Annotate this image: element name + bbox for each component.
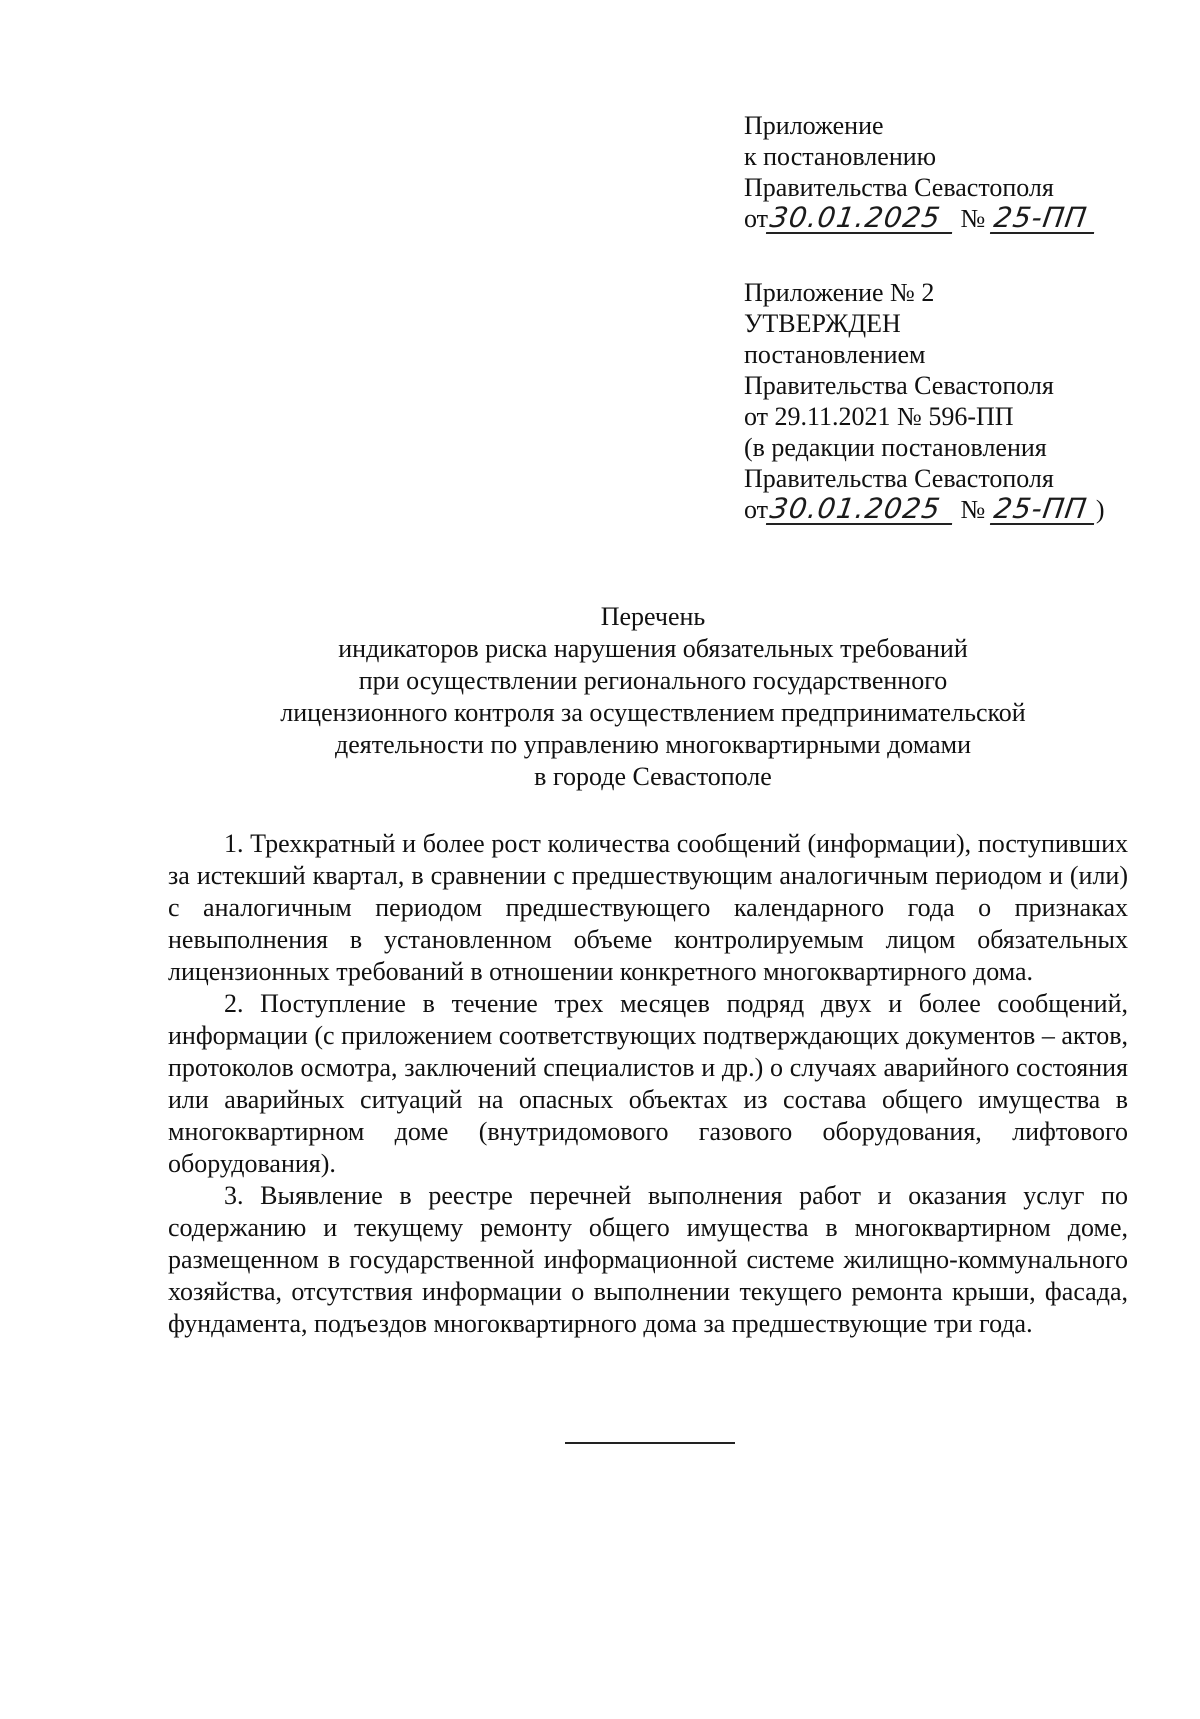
appendix-line-3: Правительства Севастополя bbox=[744, 173, 1054, 202]
approval-line-5: от 29.11.2021 № 596-ПП bbox=[744, 402, 1014, 431]
appendix-date-prefix: от bbox=[744, 204, 769, 233]
approval-date-prefix: от bbox=[744, 495, 769, 524]
approval-handwritten-number: 25-ПП bbox=[990, 495, 1098, 525]
appendix-line-1: Приложение bbox=[744, 111, 884, 140]
approval-closing-paren: ) bbox=[1095, 495, 1105, 524]
document-title bbox=[0, 601, 1200, 793]
approval-line-1: Приложение № 2 bbox=[744, 278, 935, 307]
title-line-6: в городе Севастополе bbox=[534, 762, 772, 791]
approval-number-prefix: № bbox=[960, 495, 986, 524]
title-line-5: деятельности по управлению многоквартирными домами bbox=[335, 730, 971, 759]
approval-line-7: Правительства Севастополя bbox=[744, 464, 1054, 493]
document-body bbox=[168, 828, 1128, 1340]
approval-date-line bbox=[744, 494, 1105, 525]
approval-line-2: УТВЕРЖДЕН bbox=[744, 309, 901, 338]
title-line-4: лицензионного контроля за осуществлением предпринимательской bbox=[280, 698, 1026, 727]
end-divider bbox=[565, 1442, 735, 1444]
appendix-handwritten-date: 30.01.2025 bbox=[766, 204, 956, 234]
title-line-3: при осуществлении регионального государственного bbox=[358, 666, 948, 695]
appendix-line-2: к постановлению bbox=[744, 142, 937, 171]
appendix-handwritten-number: 25-ПП bbox=[990, 204, 1098, 234]
approval-line-6: (в редакции постановления bbox=[744, 433, 1047, 462]
risk-indicator-1: 1. Трехкратный и более рост количества сообщений (информации), поступивших за истекший квартал, в сравнении с предшествующим аналогичным периодом и (или) с аналогичным периодом предшествующего календарного года о признаках невыполнения в установленном объеме контролируемым лицом обязательных лицензионных требований в отношении конкретного многоквартирного дома. bbox=[168, 829, 1128, 986]
appendix-header bbox=[744, 110, 1096, 234]
appendix-date-line bbox=[744, 203, 1096, 234]
appendix-number-prefix: № bbox=[960, 204, 986, 233]
risk-indicator-2: 2. Поступление в течение трех месяцев подряд двух и более сообщений, информации (с приложением соответствующих подтверждающих документов – актов, протоколов осмотра, заключений специалистов и др.) о случаях аварийного состояния или аварийных ситуаций на опасных объектах из состава общего имущества в многоквартирном доме (внутридомового газового оборудования, лифтового оборудования). bbox=[168, 989, 1128, 1178]
approval-header bbox=[744, 277, 1105, 525]
title-line-2: индикаторов риска нарушения обязательных требований bbox=[338, 634, 968, 663]
risk-indicator-3: 3. Выявление в реестре перечней выполнения работ и оказания услуг по содержанию и текущему ремонту общего имущества в многоквартирном доме, размещенном в государственной информационной системе жилищно-коммунального хозяйства, отсутствия информации о выполнении текущего ремонта крыши, фасада, фундамента, подъездов многоквартирного дома за предшествующие три года. bbox=[168, 1181, 1128, 1338]
approval-line-4: Правительства Севастополя bbox=[744, 371, 1054, 400]
approval-line-3: постановлением bbox=[744, 340, 926, 369]
approval-handwritten-date: 30.01.2025 bbox=[766, 495, 956, 525]
title-line-1: Перечень bbox=[600, 602, 706, 631]
